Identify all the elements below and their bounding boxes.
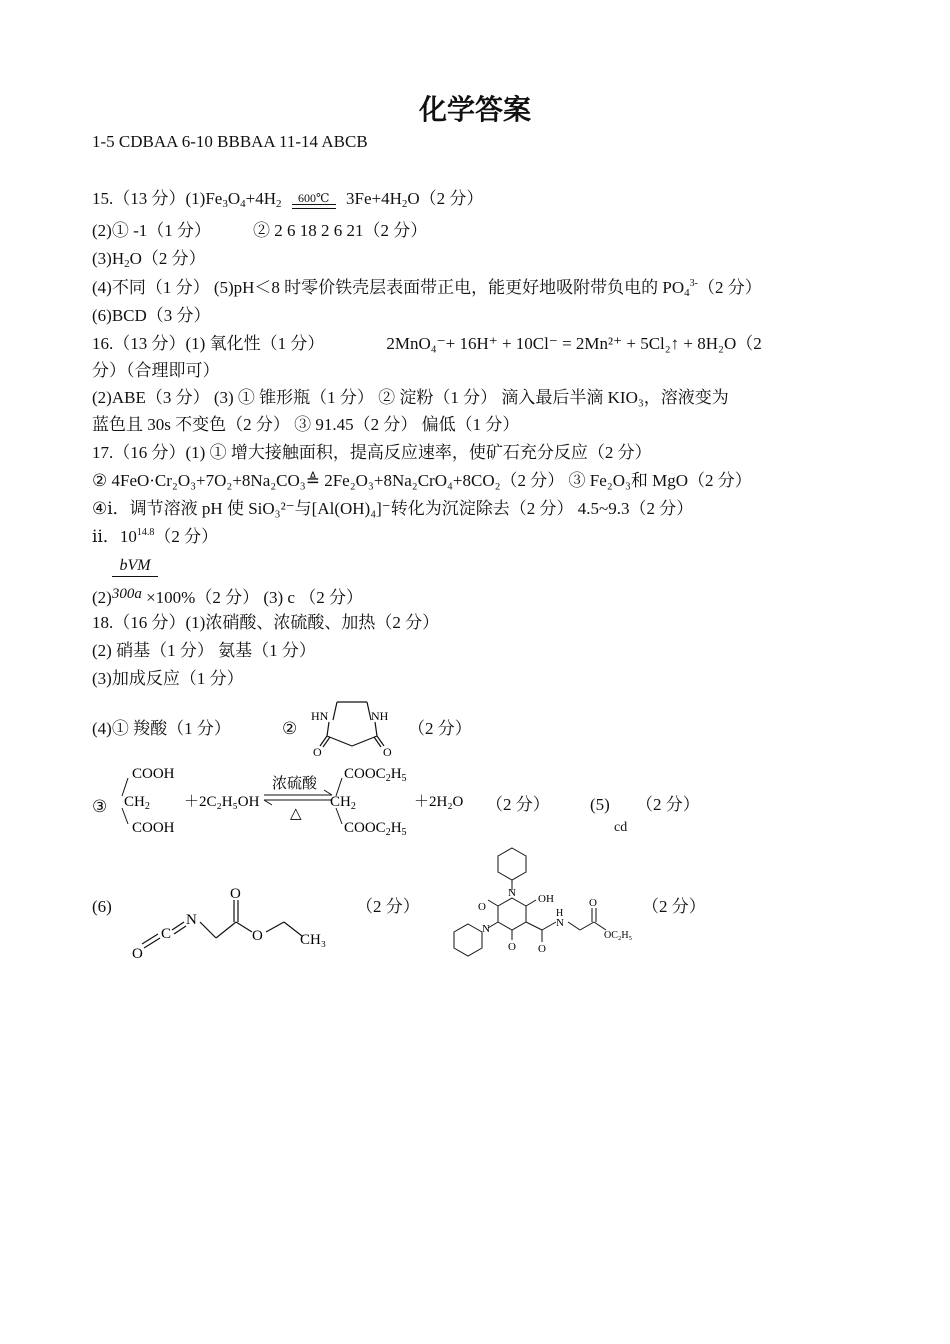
q15-line3: $(3)H_2O(2$ 分）: [92, 249, 206, 270]
reaction-score: （2 分）: [486, 795, 550, 814]
q16-line4: 蓝色且 30s 不变色（2 分） ③ 91.45（2 分） 偏低（1 分）: [92, 415, 520, 434]
isocyanate-ester-structure: [128, 880, 338, 964]
atom-o-2: O: [230, 886, 241, 902]
esterification-reaction: [114, 762, 474, 842]
struct-hn: HN: [311, 709, 329, 723]
q18-score-4: （2 分）: [408, 719, 472, 738]
q16-line2: 分）（合理即可）: [92, 361, 220, 380]
fraction-numerator: bVM: [112, 556, 158, 577]
q17-line5: (2)300a ×100%（2 分） (3) c （2 分）: [92, 586, 363, 607]
q15-line1: 15.（13 分）$(1)Fe_3O_4+4H_2$ 600℃ $3Fe+4H_2O(2$ 分）: [92, 189, 484, 210]
struct-cooet-2: $COOC_2H_5$: [344, 820, 407, 838]
atom-n: N: [186, 912, 197, 928]
q15-line4: (4)不同（1 分） (5)pH＜8 时零价铁壳层表面带正电，能更好地吸附带负电的 $PO_4^{3-}(2$ 分）: [92, 278, 762, 299]
struct-cooh-2: COOH: [132, 820, 175, 836]
plus-ethanol: ＋2C₂H₅OH: [184, 794, 260, 810]
reaction-condition: 600℃: [292, 192, 336, 209]
q16-line1: 16.（13 分）(1) 氧化性（1 分） 2MnO₄⁻+ 16H⁺ + 10Cl⁻ = 2Mn²⁺ + 5Cl₂↑ + 8H₂O（2: [92, 334, 762, 353]
q18-part6: (6): [92, 897, 112, 916]
q18-score-6b: （2 分）: [642, 897, 706, 916]
struct-nh: NH: [371, 709, 389, 723]
q18-mark-2: ②: [282, 719, 298, 738]
ring-o-1: O: [478, 901, 486, 913]
q18-line1: 18.（16 分）(1)浓硝酸、浓硫酸、加热（2 分）: [92, 613, 440, 632]
ester-oc2h5: OC₂H₅: [604, 930, 633, 941]
diazepanedione-structure: [305, 692, 405, 758]
plus-water: ＋2H₂O: [414, 794, 464, 810]
struct-ch2-b: $CH_2$: [330, 794, 356, 812]
ring-o-2: O: [508, 941, 516, 953]
page-title: 化学答案: [418, 93, 531, 126]
atom-o-1: O: [132, 946, 143, 962]
struct-cooet-1: $COOC_2H_5$: [344, 766, 407, 784]
q15-line5: (6)BCD（3 分）: [92, 306, 211, 325]
acid-condition: 浓硫酸: [272, 776, 318, 792]
q16-line3: (2)ABE（3 分） (3) ① 锥形瓶（1 分） ② 淀粉（1 分） 滴入最后半滴 KIO₃，溶液变为: [92, 388, 729, 407]
q17-line1: 17.（16 分）(1) ① 增大接触面积，提高反应速率，使矿石充分反应（2 分）: [92, 443, 652, 462]
atom-ch3: CH₃: [300, 932, 327, 948]
q18-score-6a: （2 分）: [356, 897, 420, 916]
amide-h: H: [556, 908, 564, 919]
atom-c: C: [161, 926, 172, 942]
ring-oh: OH: [538, 893, 554, 905]
q17-line3: ④ⅰ．调节溶液 pH 使 SiO₃²⁻与[Al(OH)₄]⁻转化为沉淀除去（2 分） 4.5~9.3（2 分）: [92, 499, 694, 518]
fraction-denominator: 300a: [111, 586, 142, 602]
struct-o2: O: [383, 745, 392, 758]
q18-line3: (3)加成反应（1 分）: [92, 669, 244, 688]
q18-score-5: （2 分）: [636, 795, 700, 814]
q18-line4: (4)① 羧酸（1 分）: [92, 719, 231, 738]
struct-cooh-1: COOH: [132, 766, 175, 782]
q16-equation: 2MnO₄⁻+ 16H⁺ + 10Cl⁻ = 2Mn²⁺ + 5Cl₂↑ + 8H₂O（2: [386, 334, 762, 353]
q18-answer-5: cd: [614, 820, 628, 835]
q17-line2: ② 4FeO·Cr₂O₃+7O₂+8Na₂CO₃≜ 2Fe₂O₃+8Na₂CrO₄+8CO₂（2 分） ③ Fe₂O₃和 MgO（2 分）: [92, 471, 752, 490]
q18-mark-3: ③: [92, 797, 108, 816]
mc-answers: 1-5 CDBAA 6-10 BBBAA 11-14 ABCB: [92, 132, 368, 151]
amide-n: N: [556, 917, 564, 929]
struct-ch2: $CH_2$: [124, 794, 150, 812]
ester-o: O: [589, 897, 597, 909]
q18-line2: (2) 硝基（1 分） 氨基（1 分）: [92, 641, 316, 660]
pyrimidine-amide-structure: [446, 842, 646, 966]
q17-line4: ⅱ．$10^{14.8}(2$ 分）: [92, 527, 219, 546]
heat-symbol: △: [290, 806, 302, 822]
q15-line2: (2)① -1（1 分） ② 2 6 18 2 6 21（2 分）: [92, 221, 428, 240]
q18-part5: (5): [590, 795, 610, 814]
struct-o1: O: [313, 745, 322, 758]
ring-n-2: N: [482, 923, 490, 935]
amide-o: O: [538, 943, 546, 955]
ring-n-1: N: [508, 887, 516, 899]
atom-o-3: O: [252, 928, 263, 944]
